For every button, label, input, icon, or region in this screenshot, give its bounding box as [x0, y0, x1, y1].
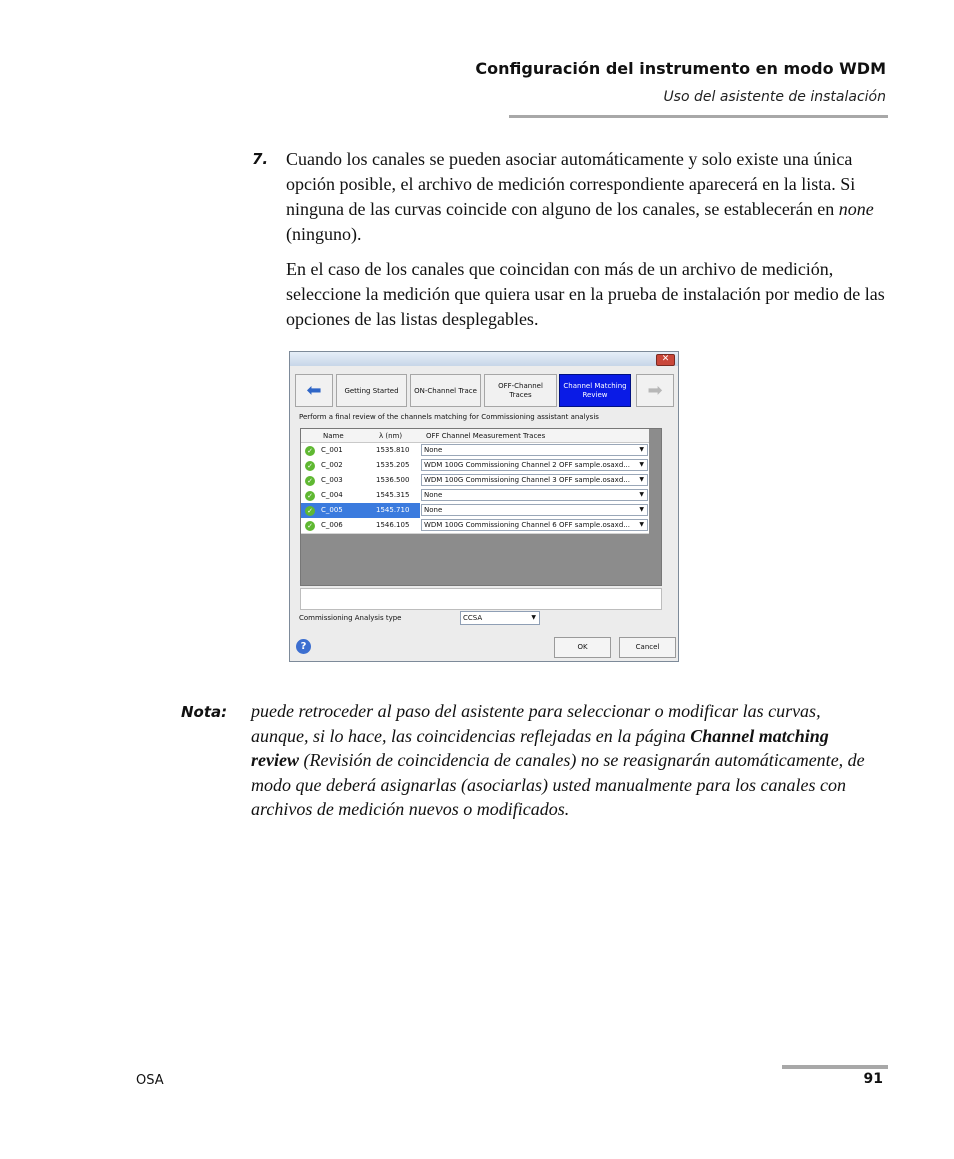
row-wavelength: 1536.500: [376, 476, 410, 484]
check-icon: ✓: [305, 521, 315, 531]
table-row-selected[interactable]: [301, 503, 649, 519]
tab-on-channel-trace-label: ON-Channel Trace: [414, 386, 477, 395]
row-wavelength: 1535.810: [376, 446, 410, 454]
table-row[interactable]: [301, 518, 649, 534]
tab-off-channel-traces-label: OFF-Channel Traces: [498, 381, 543, 399]
close-icon[interactable]: ✕: [656, 354, 675, 366]
tab-getting-started-label: Getting Started: [344, 386, 399, 395]
tab-off-channel-traces[interactable]: [484, 374, 557, 407]
row-wavelength: 1546.105: [376, 521, 410, 529]
row-wavelength: 1545.710: [375, 503, 420, 518]
trace-dropdown-value: WDM 100G Commissioning Channel 3 OFF sample.osaxd...: [424, 476, 630, 484]
col-off-traces: OFF Channel Measurement Traces: [426, 432, 546, 440]
ok-button[interactable]: OK: [554, 637, 611, 658]
details-area: [300, 588, 662, 610]
col-wavelength: λ (nm): [379, 432, 403, 440]
note-text-a: puede retroceder al paso del asistente para seleccionar o modificar las curvas, aunque, si lo hace, las coincidencias reflejadas en la página: [251, 701, 821, 746]
table-row[interactable]: [301, 473, 649, 489]
tab-channel-matching-review[interactable]: [559, 374, 631, 407]
page-number: 91: [863, 1071, 883, 1087]
tab-on-channel-trace[interactable]: [410, 374, 481, 407]
analysis-type-label: Commissioning Analysis type: [299, 614, 402, 622]
check-icon: ✓: [305, 446, 315, 456]
footer-product: OSA: [136, 1073, 164, 1088]
tab-getting-started[interactable]: [336, 374, 407, 407]
note-text: [251, 699, 871, 822]
chevron-down-icon: ▼: [531, 614, 536, 621]
back-button[interactable]: [295, 374, 333, 407]
instruction-text: Perform a final review of the channels matching for Commissioning assistant analysis: [299, 413, 599, 421]
chevron-down-icon: ▼: [639, 461, 644, 468]
row-name: C_004: [321, 491, 343, 499]
none-term: none: [838, 199, 874, 219]
row-name: C_003: [321, 476, 343, 484]
chevron-down-icon: ▼: [639, 506, 644, 513]
row-name: C_005: [319, 503, 375, 518]
cancel-button[interactable]: Cancel: [619, 637, 676, 658]
step-number: 7.: [252, 150, 269, 168]
check-icon: ✓: [305, 491, 315, 501]
header-rule: [509, 115, 888, 118]
table-row[interactable]: [301, 458, 649, 474]
arrow-left-icon: ⬅: [306, 380, 322, 401]
trace-dropdown-value: None: [424, 491, 443, 499]
help-icon[interactable]: ?: [296, 639, 311, 654]
row-name: C_006: [321, 521, 343, 529]
step-paragraph-2: En el caso de los canales que coincidan con más de un archivo de medición, seleccione la medición que quiera usar en la prueba de instalación por medio de las opciones de las listas desplegables.: [286, 259, 885, 329]
footer-rule: [782, 1065, 888, 1069]
trace-dropdown-value: WDM 100G Commissioning Channel 2 OFF sample.osaxd...: [424, 461, 630, 469]
next-button[interactable]: [636, 374, 674, 407]
trace-dropdown[interactable]: [421, 459, 648, 471]
running-header-subtitle: Uso del asistente de instalación: [663, 89, 886, 105]
trace-dropdown[interactable]: [421, 504, 648, 516]
analysis-type-dropdown[interactable]: [460, 611, 540, 625]
step-paragraph-1: [286, 147, 886, 247]
wizard-dialog: [289, 351, 679, 662]
trace-dropdown[interactable]: [421, 489, 648, 501]
channel-grid: [300, 428, 662, 586]
col-name: Name: [323, 432, 344, 440]
trace-dropdown[interactable]: [421, 519, 648, 531]
trace-dropdown-value: WDM 100G Commissioning Channel 6 OFF sample.osaxd...: [424, 521, 630, 529]
row-wavelength: 1545.315: [376, 491, 410, 499]
note-label: Nota:: [181, 703, 228, 721]
step-paragraph-1-text: Cuando los canales se pueden asociar automáticamente y solo existe una única opción posible, el archivo de medición correspondiente aparecerá en la lista. Si ninguna de las curvas coincide con alguno de los canales, se establecerán en: [286, 149, 856, 219]
running-header-title: Configuración del instrumento en modo WDM: [475, 59, 886, 78]
trace-dropdown-value: None: [424, 506, 443, 514]
chevron-down-icon: ▼: [639, 521, 644, 528]
arrow-right-icon: ➡: [647, 380, 663, 401]
check-icon: ✓: [305, 461, 315, 471]
note-strong: Channel matching review: [251, 725, 829, 770]
trace-dropdown[interactable]: [421, 474, 648, 486]
table-row[interactable]: [301, 488, 649, 504]
analysis-type-value: CCSA: [463, 614, 483, 622]
check-icon: ✓: [305, 476, 315, 486]
check-icon: ✓: [305, 506, 315, 516]
trace-dropdown-value: None: [424, 446, 443, 454]
row-name: C_002: [321, 461, 343, 469]
chevron-down-icon: ▼: [639, 446, 644, 453]
chevron-down-icon: ▼: [639, 476, 644, 483]
table-row[interactable]: [301, 443, 649, 459]
step-paragraph-1-tail: (ninguno).: [286, 224, 362, 244]
dialog-title-bar: [290, 352, 678, 366]
trace-dropdown[interactable]: [421, 444, 648, 456]
row-name: C_001: [321, 446, 343, 454]
note-text-b: (Revisión de coincidencia de canales) no se reasignarán automáticamente, de modo que deberá asignarlas (asociarlas) usted manualmente para los canales con archivos de medición nuevos o modificados.: [251, 750, 865, 819]
tab-channel-matching-review-label: Channel Matching Review: [563, 381, 627, 399]
row-wavelength: 1535.205: [376, 461, 410, 469]
grid-header: [301, 429, 649, 443]
chevron-down-icon: ▼: [639, 491, 644, 498]
